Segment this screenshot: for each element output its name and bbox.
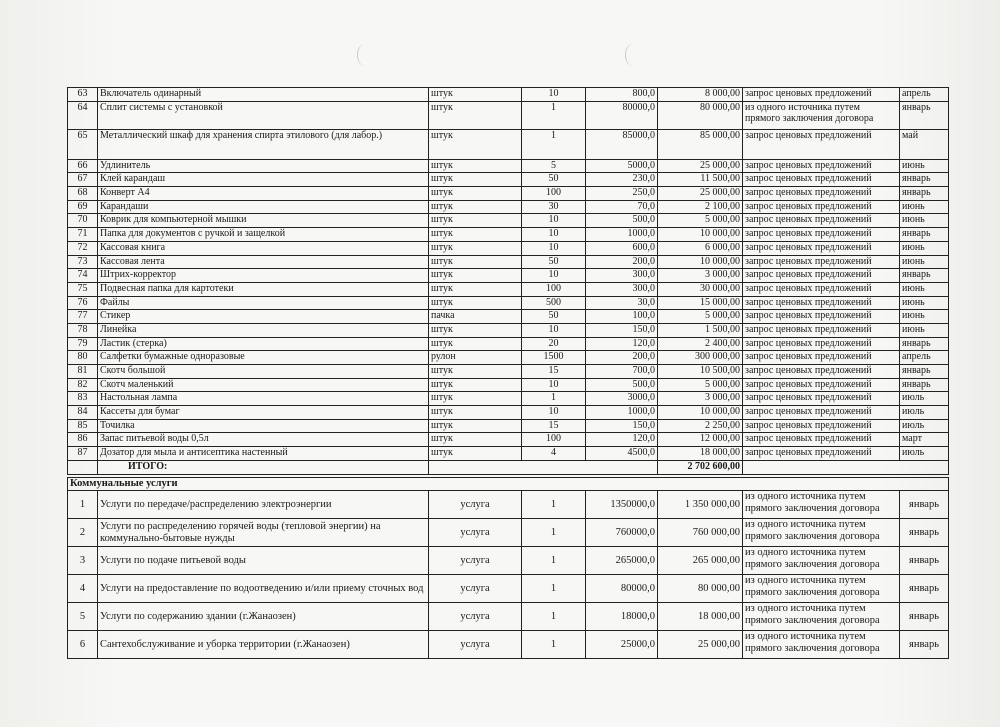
service-name: Услуги по передаче/распределению электроэнергии (98, 491, 429, 519)
price-cell: 5000,0 (586, 159, 658, 173)
unit-cell: штук (429, 419, 522, 433)
sum-cell: 1 350 000,00 (658, 491, 743, 519)
row-number: 74 (68, 269, 98, 283)
table-row (68, 392, 949, 406)
row-number: 78 (68, 323, 98, 337)
sum-cell: 30 000,00 (658, 282, 743, 296)
sum-cell: 10 000,00 (658, 406, 743, 420)
month-cell: январь (900, 378, 949, 392)
procurement-method-cell: запрос ценовых предложений (743, 255, 900, 269)
month-cell: апрель (900, 88, 949, 102)
item-name: Кассовая книга (98, 241, 429, 255)
price-cell: 1350000,0 (586, 491, 658, 519)
month-cell: март (900, 433, 949, 447)
item-name: Включатель одинарный (98, 88, 429, 102)
month-cell: май (900, 129, 949, 159)
item-name: Скотч большой (98, 365, 429, 379)
table-row (68, 200, 949, 214)
item-name: Запас питьевой воды 0,5л (98, 433, 429, 447)
procurement-method-cell: запрос ценовых предложений (743, 419, 900, 433)
item-name: Коврик для компьютерной мышки (98, 214, 429, 228)
row-number: 4 (68, 575, 98, 603)
price-cell: 25000,0 (586, 631, 658, 659)
row-number: 82 (68, 378, 98, 392)
row-number: 71 (68, 228, 98, 242)
unit-cell: штук (429, 337, 522, 351)
price-cell: 300,0 (586, 269, 658, 283)
table-row (68, 433, 949, 447)
sum-cell: 10 000,00 (658, 255, 743, 269)
month-cell: январь (900, 631, 949, 659)
quantity-cell: 10 (522, 88, 586, 102)
procurement-method-cell: запрос ценовых предложений (743, 392, 900, 406)
row-number: 6 (68, 631, 98, 659)
price-cell: 760000,0 (586, 519, 658, 547)
month-cell: январь (900, 519, 949, 547)
procurement-method-cell: запрос ценовых предложений (743, 269, 900, 283)
quantity-cell: 10 (522, 214, 586, 228)
table-row (68, 365, 949, 379)
procurement-method-cell: запрос ценовых предложений (743, 296, 900, 310)
service-name: Услуги по подаче питьевой воды (98, 547, 429, 575)
item-name: Клей карандаш (98, 173, 429, 187)
procurement-method-cell: из одного источника путем прямого заключения договора (743, 491, 900, 519)
procurement-method-cell: из одного источника путем прямого заключения договора (743, 547, 900, 575)
service-name: Сантехобслуживание и уборка территории (г.Жанаозен) (98, 631, 429, 659)
quantity-cell: 50 (522, 173, 586, 187)
table-row (68, 187, 949, 201)
unit-cell: услуга (429, 491, 522, 519)
procurement-method-cell: запрос ценовых предложений (743, 228, 900, 242)
row-number: 63 (68, 88, 98, 102)
table-row (68, 88, 949, 102)
punch-hole-mark (357, 44, 372, 66)
unit-cell: штук (429, 282, 522, 296)
row-number: 72 (68, 241, 98, 255)
month-cell: январь (900, 337, 949, 351)
row-number: 85 (68, 419, 98, 433)
price-cell: 150,0 (586, 419, 658, 433)
quantity-cell: 50 (522, 255, 586, 269)
procurement-method-cell: запрос ценовых предложений (743, 323, 900, 337)
price-cell: 230,0 (586, 173, 658, 187)
unit-cell: штук (429, 200, 522, 214)
sum-cell: 6 000,00 (658, 241, 743, 255)
sum-cell: 10 000,00 (658, 228, 743, 242)
unit-cell: штук (429, 296, 522, 310)
unit-cell: штук (429, 365, 522, 379)
table-row (68, 519, 949, 547)
row-number: 3 (68, 547, 98, 575)
sum-cell: 15 000,00 (658, 296, 743, 310)
total-spacer (743, 460, 949, 474)
price-cell: 300,0 (586, 282, 658, 296)
row-number: 81 (68, 365, 98, 379)
procurement-method-cell: запрос ценовых предложений (743, 214, 900, 228)
month-cell: июнь (900, 323, 949, 337)
unit-cell: штук (429, 214, 522, 228)
row-number: 84 (68, 406, 98, 420)
quantity-cell: 1 (522, 519, 586, 547)
item-name: Металлический шкаф для хранения спирта этилового (для лабор.) (98, 129, 429, 159)
quantity-cell: 10 (522, 378, 586, 392)
table-row (68, 159, 949, 173)
row-number: 64 (68, 101, 98, 129)
price-cell: 18000,0 (586, 603, 658, 631)
month-cell: январь (900, 575, 949, 603)
month-cell: январь (900, 187, 949, 201)
table-row (68, 631, 949, 659)
row-number: 5 (68, 603, 98, 631)
quantity-cell: 10 (522, 269, 586, 283)
utilities-table (67, 477, 949, 659)
table-row (68, 129, 949, 159)
procurement-method-cell: запрос ценовых предложений (743, 378, 900, 392)
quantity-cell: 5 (522, 159, 586, 173)
table-row (68, 228, 949, 242)
row-number: 73 (68, 255, 98, 269)
price-cell: 80000,0 (586, 575, 658, 603)
item-name: Настольная лампа (98, 392, 429, 406)
procurement-method-cell: запрос ценовых предложений (743, 173, 900, 187)
unit-cell: штук (429, 447, 522, 461)
total-spacer (429, 460, 658, 474)
item-name: Кассеты для бумаг (98, 406, 429, 420)
sum-cell: 1 500,00 (658, 323, 743, 337)
item-name: Файлы (98, 296, 429, 310)
price-cell: 600,0 (586, 241, 658, 255)
month-cell: январь (900, 101, 949, 129)
quantity-cell: 1 (522, 491, 586, 519)
quantity-cell: 10 (522, 241, 586, 255)
price-cell: 500,0 (586, 214, 658, 228)
procurement-method-cell: запрос ценовых предложений (743, 337, 900, 351)
month-cell: январь (900, 365, 949, 379)
table-row (68, 241, 949, 255)
procurement-method-cell: запрос ценовых предложений (743, 88, 900, 102)
price-cell: 150,0 (586, 323, 658, 337)
procurement-method-cell: запрос ценовых предложений (743, 447, 900, 461)
procurement-method-cell: запрос ценовых предложений (743, 433, 900, 447)
punch-hole-mark (625, 44, 640, 66)
row-number: 79 (68, 337, 98, 351)
quantity-cell: 1 (522, 392, 586, 406)
month-cell: январь (900, 173, 949, 187)
table-row (68, 406, 949, 420)
unit-cell: услуга (429, 547, 522, 575)
procurement-method-cell: из одного источника путем прямого заключения договора (743, 603, 900, 631)
quantity-cell: 100 (522, 282, 586, 296)
row-number: 2 (68, 519, 98, 547)
price-cell: 4500,0 (586, 447, 658, 461)
unit-cell: штук (429, 269, 522, 283)
row-number: 70 (68, 214, 98, 228)
table-row (68, 603, 949, 631)
unit-cell: штук (429, 187, 522, 201)
price-cell: 200,0 (586, 255, 658, 269)
price-cell: 800,0 (586, 88, 658, 102)
row-number: 86 (68, 433, 98, 447)
goods-table (67, 87, 949, 475)
table-row (68, 547, 949, 575)
procurement-method-cell: запрос ценовых предложений (743, 159, 900, 173)
unit-cell: штук (429, 129, 522, 159)
sum-cell: 2 400,00 (658, 337, 743, 351)
item-name: Кассовая лента (98, 255, 429, 269)
item-name: Удлинитель (98, 159, 429, 173)
unit-cell: штук (429, 433, 522, 447)
procurement-method-cell: запрос ценовых предложений (743, 406, 900, 420)
item-name: Скотч маленький (98, 378, 429, 392)
procurement-method-cell: запрос ценовых предложений (743, 187, 900, 201)
section-header-row (68, 478, 949, 491)
procurement-method-cell: запрос ценовых предложений (743, 365, 900, 379)
table-row (68, 255, 949, 269)
price-cell: 70,0 (586, 200, 658, 214)
sum-cell: 80 000,00 (658, 101, 743, 129)
month-cell: июнь (900, 282, 949, 296)
unit-cell: штук (429, 241, 522, 255)
unit-cell: услуга (429, 631, 522, 659)
sum-cell: 85 000,00 (658, 129, 743, 159)
row-number: 75 (68, 282, 98, 296)
quantity-cell: 15 (522, 419, 586, 433)
month-cell: июнь (900, 159, 949, 173)
procurement-method-cell: запрос ценовых предложений (743, 351, 900, 365)
table-row (68, 269, 949, 283)
month-cell: январь (900, 547, 949, 575)
price-cell: 1000,0 (586, 406, 658, 420)
price-cell: 3000,0 (586, 392, 658, 406)
quantity-cell: 1 (522, 603, 586, 631)
item-name: Ластик (стерка) (98, 337, 429, 351)
sum-cell: 25 000,00 (658, 159, 743, 173)
month-cell: январь (900, 491, 949, 519)
month-cell: июнь (900, 200, 949, 214)
unit-cell: штук (429, 173, 522, 187)
sum-cell: 2 250,00 (658, 419, 743, 433)
procurement-method-cell: запрос ценовых предложений (743, 310, 900, 324)
sum-cell: 10 500,00 (658, 365, 743, 379)
procurement-method-cell: из одного источника путем прямого заключения договора (743, 101, 900, 129)
sum-cell: 3 000,00 (658, 269, 743, 283)
sum-cell: 5 000,00 (658, 214, 743, 228)
month-cell: апрель (900, 351, 949, 365)
sum-cell: 18 000,00 (658, 447, 743, 461)
sum-cell: 5 000,00 (658, 310, 743, 324)
item-name: Папка для документов с ручкой и защелкой (98, 228, 429, 242)
unit-cell: штук (429, 228, 522, 242)
price-cell: 265000,0 (586, 547, 658, 575)
unit-cell: услуга (429, 519, 522, 547)
quantity-cell: 15 (522, 365, 586, 379)
month-cell: январь (900, 228, 949, 242)
row-number: 67 (68, 173, 98, 187)
sum-cell: 5 000,00 (658, 378, 743, 392)
price-cell: 80000,0 (586, 101, 658, 129)
table-row (68, 101, 949, 129)
unit-cell: рулон (429, 351, 522, 365)
unit-cell: штук (429, 378, 522, 392)
row-number: 69 (68, 200, 98, 214)
item-name: Штрих-корректор (98, 269, 429, 283)
procurement-method-cell: из одного источника путем прямого заключения договора (743, 631, 900, 659)
item-name: Сплит системы с установкой (98, 101, 429, 129)
unit-cell: штук (429, 159, 522, 173)
table-row (68, 575, 949, 603)
month-cell: январь (900, 603, 949, 631)
quantity-cell: 10 (522, 323, 586, 337)
quantity-cell: 1500 (522, 351, 586, 365)
table-row (68, 447, 949, 461)
table-row (68, 282, 949, 296)
item-name: Карандаши (98, 200, 429, 214)
price-cell: 200,0 (586, 351, 658, 365)
row-number: 87 (68, 447, 98, 461)
sum-cell: 3 000,00 (658, 392, 743, 406)
month-cell: июнь (900, 310, 949, 324)
unit-cell: штук (429, 323, 522, 337)
price-cell: 250,0 (586, 187, 658, 201)
table-row (68, 491, 949, 519)
table-row (68, 296, 949, 310)
table-row (68, 419, 949, 433)
month-cell: июнь (900, 214, 949, 228)
item-name: Дозатор для мыла и антисептика настенный (98, 447, 429, 461)
unit-cell: услуга (429, 575, 522, 603)
unit-cell: штук (429, 392, 522, 406)
month-cell: июль (900, 406, 949, 420)
procurement-method-cell: из одного источника путем прямого заключения договора (743, 575, 900, 603)
price-cell: 1000,0 (586, 228, 658, 242)
table-row (68, 323, 949, 337)
unit-cell: штук (429, 406, 522, 420)
item-name: Линейка (98, 323, 429, 337)
row-number: 1 (68, 491, 98, 519)
price-cell: 30,0 (586, 296, 658, 310)
procurement-method-cell: запрос ценовых предложений (743, 241, 900, 255)
quantity-cell: 4 (522, 447, 586, 461)
quantity-cell: 100 (522, 433, 586, 447)
price-cell: 120,0 (586, 337, 658, 351)
unit-cell: штук (429, 255, 522, 269)
price-cell: 500,0 (586, 378, 658, 392)
quantity-cell: 50 (522, 310, 586, 324)
sum-cell: 18 000,00 (658, 603, 743, 631)
sum-cell: 12 000,00 (658, 433, 743, 447)
total-row (68, 460, 949, 474)
sum-cell: 265 000,00 (658, 547, 743, 575)
quantity-cell: 1 (522, 575, 586, 603)
table-row (68, 214, 949, 228)
procurement-method-cell: запрос ценовых предложений (743, 200, 900, 214)
item-name: Салфетки бумажные одноразовые (98, 351, 429, 365)
month-cell: июль (900, 447, 949, 461)
section-title: Коммунальные услуги (68, 478, 949, 491)
unit-cell: услуга (429, 603, 522, 631)
total-label: ИТОГО: (98, 460, 429, 474)
service-name: Услуги по содержанию здании (г.Жанаозен) (98, 603, 429, 631)
month-cell: июнь (900, 241, 949, 255)
item-name: Стикер (98, 310, 429, 324)
quantity-cell: 100 (522, 187, 586, 201)
price-cell: 700,0 (586, 365, 658, 379)
procurement-method-cell: из одного источника путем прямого заключения договора (743, 519, 900, 547)
price-cell: 100,0 (586, 310, 658, 324)
unit-cell: штук (429, 88, 522, 102)
table-row (68, 351, 949, 365)
sum-cell: 760 000,00 (658, 519, 743, 547)
unit-cell: штук (429, 101, 522, 129)
month-cell: июль (900, 419, 949, 433)
row-number: 77 (68, 310, 98, 324)
unit-cell: пачка (429, 310, 522, 324)
row-number: 66 (68, 159, 98, 173)
quantity-cell: 1 (522, 631, 586, 659)
row-number: 65 (68, 129, 98, 159)
total-spacer (68, 460, 98, 474)
price-cell: 120,0 (586, 433, 658, 447)
quantity-cell: 30 (522, 200, 586, 214)
sum-cell: 11 500,00 (658, 173, 743, 187)
quantity-cell: 500 (522, 296, 586, 310)
service-name: Услуги по распределению горячей воды (тепловой энергии) на коммунально-бытовые нужды (98, 519, 429, 547)
sum-cell: 25 000,00 (658, 187, 743, 201)
sum-cell: 25 000,00 (658, 631, 743, 659)
item-name: Конверт А4 (98, 187, 429, 201)
quantity-cell: 1 (522, 101, 586, 129)
table-row (68, 173, 949, 187)
table-row (68, 337, 949, 351)
month-cell: январь (900, 269, 949, 283)
sum-cell: 8 000,00 (658, 88, 743, 102)
item-name: Точилка (98, 419, 429, 433)
table-row (68, 310, 949, 324)
quantity-cell: 20 (522, 337, 586, 351)
month-cell: июнь (900, 255, 949, 269)
sum-cell: 80 000,00 (658, 575, 743, 603)
table-row (68, 378, 949, 392)
quantity-cell: 1 (522, 129, 586, 159)
month-cell: июнь (900, 296, 949, 310)
service-name: Услуги на предоставление по водоотведению и/или приему сточных вод (98, 575, 429, 603)
quantity-cell: 1 (522, 547, 586, 575)
row-number: 80 (68, 351, 98, 365)
total-value: 2 702 600,00 (658, 460, 743, 474)
procurement-method-cell: запрос ценовых предложений (743, 129, 900, 159)
quantity-cell: 10 (522, 228, 586, 242)
row-number: 83 (68, 392, 98, 406)
row-number: 68 (68, 187, 98, 201)
sum-cell: 300 000,00 (658, 351, 743, 365)
month-cell: июль (900, 392, 949, 406)
sum-cell: 2 100,00 (658, 200, 743, 214)
price-cell: 85000,0 (586, 129, 658, 159)
row-number: 76 (68, 296, 98, 310)
procurement-method-cell: запрос ценовых предложений (743, 282, 900, 296)
quantity-cell: 10 (522, 406, 586, 420)
item-name: Подвесная папка для картотеки (98, 282, 429, 296)
